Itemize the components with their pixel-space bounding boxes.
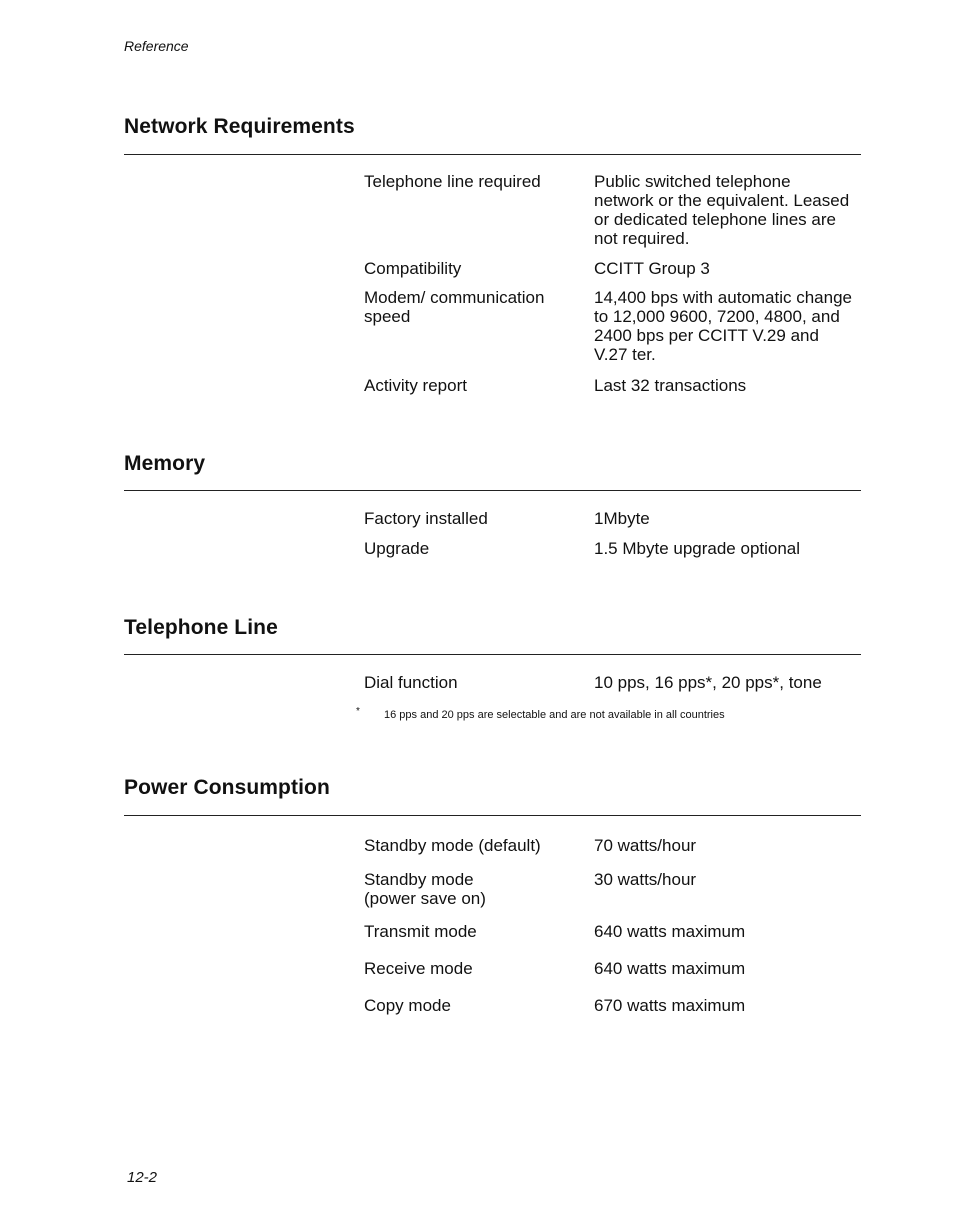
section-divider — [124, 490, 861, 491]
spec-value: 70 watts/hour — [594, 836, 697, 855]
spec-value: Last 32 transactions — [594, 376, 747, 395]
page-number: 12-2 — [127, 1169, 158, 1186]
spec-value: 670 watts maximum — [594, 996, 746, 1015]
spec-label: Telephone line required — [364, 172, 541, 191]
spec-value: CCITT Group 3 — [594, 259, 710, 278]
spec-label: Modem/ communication speed — [364, 288, 545, 326]
spec-label: Standby mode (power save on) — [364, 870, 486, 908]
spec-label: Copy mode — [364, 996, 451, 1015]
spec-value: 10 pps, 16 pps*, 20 pps*, tone — [594, 673, 822, 692]
section-divider — [124, 815, 861, 816]
section-title-network-requirements: Network Requirements — [124, 115, 355, 138]
spec-value: 14,400 bps with automatic change to 12,000 9600, 7200, 4800, and 2400 bps per CCITT V.29 and V.27 ter. — [594, 288, 853, 364]
spec-value: 30 watts/hour — [594, 870, 697, 889]
running-header: Reference — [124, 38, 189, 54]
spec-value: 1Mbyte — [594, 509, 650, 528]
spec-label: Transmit mode — [364, 922, 477, 941]
spec-value: 640 watts maximum — [594, 959, 746, 978]
spec-value: Public switched telephone network or the equivalent. Leased or dedicated telephone lines are not required. — [594, 172, 850, 248]
spec-label: Standby mode (default) — [364, 836, 541, 855]
footnote-text: 16 pps and 20 pps are selectable and are not available in all countries — [384, 709, 725, 721]
spec-value: 1.5 Mbyte upgrade optional — [594, 539, 801, 558]
section-title-telephone-line: Telephone Line — [124, 616, 278, 639]
section-divider — [124, 154, 861, 155]
spec-label: Activity report — [364, 376, 467, 395]
spec-label: Receive mode — [364, 959, 473, 978]
section-divider — [124, 654, 861, 655]
section-title-memory: Memory — [124, 452, 206, 475]
spec-label: Compatibility — [364, 259, 462, 278]
spec-label: Dial function — [364, 673, 458, 692]
footnote-mark: * — [356, 706, 360, 717]
section-title-power-consumption: Power Consumption — [124, 776, 330, 799]
spec-label: Upgrade — [364, 539, 430, 558]
spec-value: 640 watts maximum — [594, 922, 746, 941]
spec-label: Factory installed — [364, 509, 488, 528]
